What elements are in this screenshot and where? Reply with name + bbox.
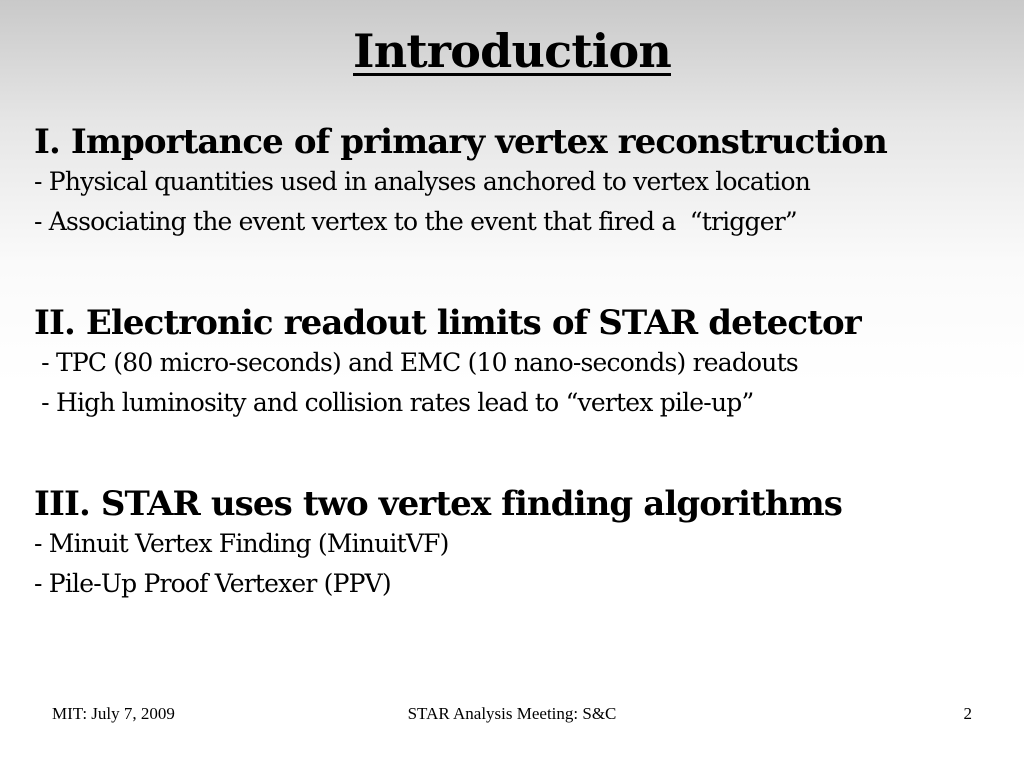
section-1-bullet-2: - Associating the event vertex to the event that fired a “trigger” <box>34 207 797 236</box>
slide-title: Introduction <box>353 24 671 78</box>
section-1 <box>34 122 1024 242</box>
footer-date: MIT: July 7, 2009 <box>52 704 175 723</box>
section-3 <box>34 484 1024 604</box>
section-3-bullet-2: - Pile-Up Proof Vertexer (PPV) <box>34 569 391 598</box>
section-2-heading: II. Electronic readout limits of STAR detector <box>34 303 861 343</box>
section-2-bullet-2: - High luminosity and collision rates lead to “vertex pile-up” <box>34 388 754 417</box>
section-2 <box>34 303 1024 423</box>
footer-meeting: STAR Analysis Meeting: S&C <box>407 704 617 723</box>
section-3-bullet-1: - Minuit Vertex Finding (MinuitVF) <box>34 529 449 558</box>
section-1-heading: I. Importance of primary vertex reconstruction <box>34 122 887 162</box>
section-1-bullet-1: - Physical quantities used in analyses anchored to vertex location <box>34 167 811 196</box>
section-2-bullet-1: - TPC (80 micro-seconds) and EMC (10 nano-seconds) readouts <box>34 348 798 377</box>
section-3-heading: III. STAR uses two vertex finding algorithms <box>34 484 843 524</box>
footer-page-number: 2 <box>963 704 972 723</box>
